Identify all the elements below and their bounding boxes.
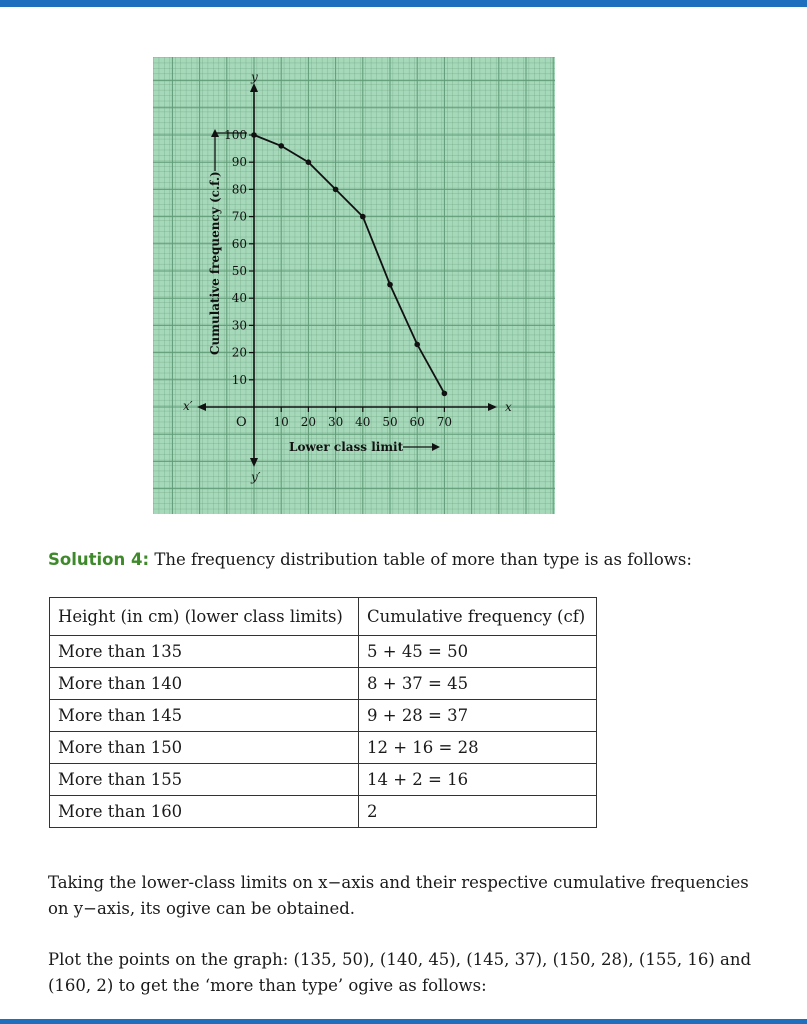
y-tick-label: 40	[231, 291, 247, 306]
graph-canvas	[153, 57, 555, 514]
x-tick-label: 30	[327, 415, 344, 429]
table-cell: 8 + 37 = 45	[359, 668, 597, 700]
y-tick-label: 70	[231, 209, 247, 224]
paragraph-ogive-axes: Taking the lower-class limits on x−axis and their respective cumulative frequencies on y−axis, its ogive can be obtained.	[48, 872, 749, 918]
solution-heading	[48, 549, 768, 571]
ogive-point	[414, 342, 420, 348]
y-tick-label: 20	[231, 345, 247, 360]
table-row	[50, 636, 597, 668]
ogive-graph	[153, 57, 555, 514]
frequency-table	[49, 597, 597, 828]
ogive-point	[360, 214, 366, 220]
y-axis-title: Cumulative frequency (c.f.)	[208, 171, 222, 355]
x-tick-label: 10	[273, 415, 289, 429]
solution-label: Solution 4:	[48, 550, 150, 569]
table-header-cell: Cumulative frequency (cf)	[359, 598, 597, 636]
y-prime-axis-letter: y′	[251, 470, 261, 484]
table-cell: 2	[359, 796, 597, 828]
top-border-bar	[0, 0, 807, 7]
table-cell: More than 155	[50, 764, 359, 796]
x-axis-letter: x	[505, 400, 512, 414]
table-row	[50, 700, 597, 732]
x-tick-label: 40	[355, 415, 371, 429]
ogive-point	[251, 132, 257, 138]
paragraph-plot-points: Plot the points on the graph: (135, 50), (140, 45), (145, 37), (150, 28), (155, 16) and (160, 2) to get the ‘more than type’ ogive as follows:	[48, 949, 752, 995]
x-tick-label: 50	[382, 415, 398, 429]
table-row	[50, 796, 597, 828]
ogive-point	[278, 143, 284, 149]
x-prime-axis-letter: x′	[183, 399, 193, 413]
table-row	[50, 668, 597, 700]
solution-text: The frequency distribution table of more than type is as follows:	[149, 550, 692, 569]
ogive-point	[306, 159, 312, 165]
table-cell: More than 150	[50, 732, 359, 764]
ogive-point	[333, 187, 339, 193]
y-tick-label: 30	[231, 318, 247, 333]
table-header-cell: Height (in cm) (lower class limits)	[50, 598, 359, 636]
y-tick-label: 10	[231, 372, 247, 387]
table-cell: More than 145	[50, 700, 359, 732]
table-row	[50, 732, 597, 764]
bottom-border-bar	[0, 1019, 807, 1024]
table-row	[50, 764, 597, 796]
y-tick-label: 60	[231, 236, 247, 251]
table-cell: More than 140	[50, 668, 359, 700]
origin-label: O	[236, 415, 247, 430]
x-tick-label: 70	[436, 415, 453, 429]
table-cell: 9 + 28 = 37	[359, 700, 597, 732]
table-cell: 12 + 16 = 28	[359, 732, 597, 764]
table-cell: 5 + 45 = 50	[359, 636, 597, 668]
x-axis-title: Lower class limit	[289, 440, 404, 454]
ogive-point	[442, 391, 448, 397]
table-cell: More than 135	[50, 636, 359, 668]
y-axis-letter: y	[251, 70, 258, 84]
y-tick-label: 100	[224, 128, 247, 142]
x-tick-label: 60	[409, 415, 425, 429]
table-cell: 14 + 2 = 16	[359, 764, 597, 796]
x-tick-label: 20	[300, 415, 317, 429]
y-tick-label: 50	[231, 264, 247, 278]
ogive-point	[387, 282, 393, 288]
y-tick-label: 80	[231, 182, 247, 197]
y-tick-label: 90	[231, 155, 247, 170]
table-header-row	[50, 598, 597, 636]
table-cell: More than 160	[50, 796, 359, 828]
